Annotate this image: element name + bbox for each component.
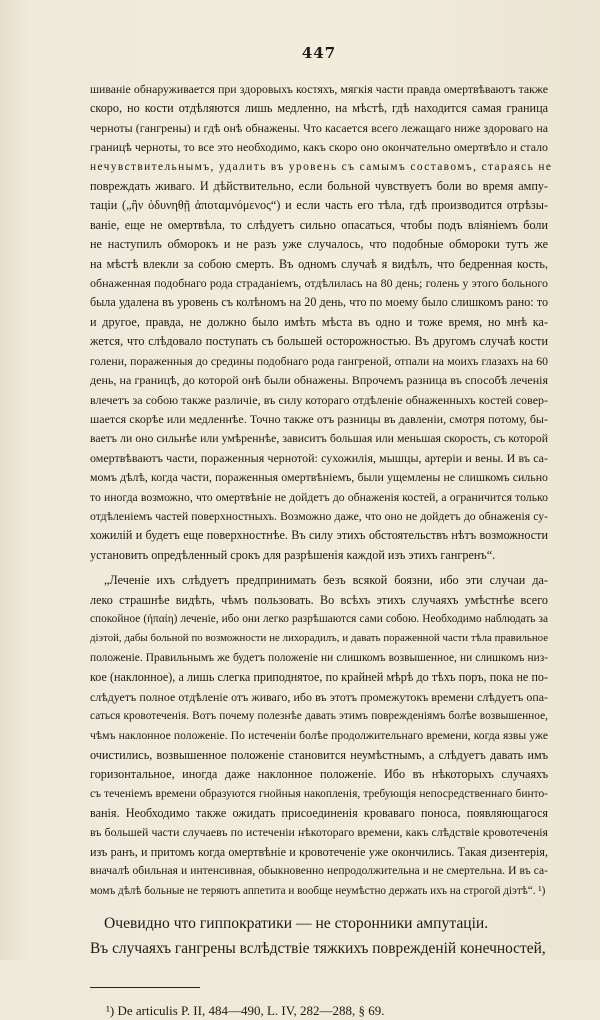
text-line: не наступилъ обморокъ и не разъ уже случалось, что подобные обмороки тутъ же [90, 237, 548, 252]
text-line: момъ дѣлѣ больные не теряютъ аппетита и вообще неумѣстно держать ихъ на строгой діэтѣ“. ¹) [90, 884, 546, 897]
text-line: момъ дѣлѣ, когда части, пораженныя омертвѣніемъ, были ущемлены не слишкомъ сильно [90, 470, 548, 485]
text-line: отдѣленіемъ частей поверхностныхъ. Возможно даже, что оно не дойдетъ до обнаженія су- [90, 509, 548, 523]
text-line: скоро, но кости отдѣляются лишь медленно, на мѣстѣ, гдѣ находится самая граница [90, 101, 548, 116]
text-line: положеніе. Правильнымъ же будетъ положеніе ни слишкомъ возвышенное, ни слишкомъ низ- [90, 651, 548, 664]
text-line: изъ ранъ, и притомъ когда омертвѣніе и кровотеченіе уже окончились. Такая дизентерія, [90, 844, 548, 859]
text-line: на мѣстѣ влекли за собою смерть. Въ одномъ случаѣ я видѣлъ, что бедренная кость, [90, 256, 548, 271]
paragraph-treatment-quote [90, 571, 548, 901]
text-line: то иногда возможно, что омертвѣніе не дойдетъ до обнаженія костей, а ограничится только [90, 490, 548, 504]
text-line: была удалена въ уровень съ колѣномъ на 20 день, что по моему было слишкомъ рано: то [90, 295, 548, 310]
text-line: саться кровотеченія. Вотъ почему полезнѣе давать этимъ поврежденіямъ болѣе возвышенное, [90, 710, 548, 722]
text-line: чѣмъ наклонное положеніе. По истеченіи болѣе продолжительнаго времени, когда язвы уже [90, 729, 548, 743]
text-line: „Леченіе ихъ слѣдуетъ предпринимать безъ всякой боязни, ибо эти случаи да- [104, 573, 548, 588]
conclusion-paragraph [90, 911, 548, 961]
text-line: шается скорѣе или медленнѣе. Точно также отъ разницы въ давленіи, смотря потому, бы- [90, 411, 548, 426]
text-line: очистились, возвышенное положеніе становится неумѣстнымъ, а слѣдуетъ давать имъ [90, 747, 548, 762]
text-line: шиваніе обнаруживается при здоровыхъ костяхъ, мягкія части правда омертвѣваютъ также [90, 83, 548, 96]
text-line: границѣ черноты, то все это необходимо, какъ скоро оно окончательно омертвѣло и стало [90, 140, 548, 155]
text-line: голени, пораженныя до средины подобнаго рода гангреной, отпали на моихъ глазахъ на 60 [90, 353, 548, 368]
text-line: день, на границѣ, до которой онѣ были обнажены. Впрочемъ разница въ способѣ леченія [90, 373, 548, 388]
text-line: слѣдуетъ полное отдѣленіе отъ живаго, ибо въ этотъ промежутокъ времени слѣдуетъ опа- [90, 689, 548, 704]
text-line: обнаженная подобнаго рода страданіемъ, отдѣлилась на 80 день; голень у этого больного [90, 276, 548, 291]
text-line: въ большей части случаевъ по истеченіи нѣкотораго времени, какъ слѣдствіе кровотеченія [90, 825, 548, 840]
text-line: черноты (гангрены) и гдѣ онѣ обнажены. Что касается всего лежащаго ниже здороваго на [90, 120, 548, 135]
text-line: повреждать живаго. И дѣйствительно, если больной чувствуетъ боли во время ампу- [90, 179, 548, 194]
text-line: кое (наклонное), а лишь слегка приподнятое, по крайней мѣрѣ до тѣхъ поръ, пока не по- [90, 670, 548, 685]
text-line: ванія. Необходимо также ожидать присоединенія кроваваго поноса, появляющагося [90, 806, 548, 821]
text-line: установить опредѣленный срокъ для разрѣшенія каждой изъ этихъ гангренъ“. [90, 547, 496, 562]
text-line: ваніе, еще не омертвѣла, то слѣдуетъ сильно опасаться, чтобы подъ вліяніемъ боли [90, 217, 548, 232]
text-line: горизонтальное, иногда даже наклонное положеніе. Ибо въ нѣкоторыхъ случаяхъ [90, 767, 548, 782]
text-line: омертвѣваютъ части, пораженныя чернотой: сухожилія, мышцы, артеріи и вены. И въ са- [90, 450, 548, 465]
text-line: ваетъ ли оно сильнѣе или умѣреннѣе, зависитъ большая или меньшая скорость, съ которой [90, 432, 548, 446]
text-line: леко страшнѣе видѣть, чѣмъ пользовать. Во всѣхъ этихъ случаяхъ умѣстнѣе всего [90, 592, 548, 607]
footnote-divider [90, 987, 200, 988]
text-line: влечетъ за собою также различіе, въ силу котораго отдѣленіе обнаженныхъ костей совер- [90, 392, 548, 407]
text-line: діэтой, дабы больной по возможности не лихорадилъ, и давать пораженной части тѣла правильное [90, 632, 548, 645]
footnote: ¹) De articulis P. II, 484—490, L. IV, 282—288, § 69. [106, 1003, 385, 1019]
text-line: таціи („ἢν ὀδυνηθῇ ἀποταμνόμενος“) и если часть его тѣла, гдѣ производится отрѣзы- [90, 198, 548, 213]
paragraph-hippocratic-quote-continuation [90, 80, 553, 565]
text-line: жется, что слѣдовало поступать съ большей осторожностью. Въ другомъ случаѣ кости [90, 334, 548, 349]
text-line: Очевидно что гиппократики — не сторонники ампутаціи. [104, 915, 489, 933]
text-line: и другое, правда, не должно было имѣть мѣста въ одно и тоже время, но мнѣ ка- [90, 314, 548, 329]
page-number: 447 [301, 44, 337, 62]
text-line: нечувствительнымъ, удалить въ уровень съ самымъ составомъ, стараясь не [90, 160, 553, 173]
text-line: съ теченіемъ времени образуются гнойныя накопленія, требующія непосредственнаго бинто- [90, 787, 548, 800]
text-line: хожилій и будетъ еще поверхностнѣе. Въ силу этихъ обстоятельствъ нѣтъ возможности [90, 528, 548, 543]
text-line: Въ случаяхъ гангрены вслѣдствіе тяжкихъ поврежденій конечностей, [90, 940, 546, 958]
text-line: спокойное (ἠπαίη) леченіе, ибо они легко разрѣшаются сами собою. Необходимо наблюдать за [90, 612, 548, 625]
text-line: вначалѣ обильная и интенсивная, обыкновенно непродолжительна и не смертельна. И въ са- [90, 865, 548, 878]
